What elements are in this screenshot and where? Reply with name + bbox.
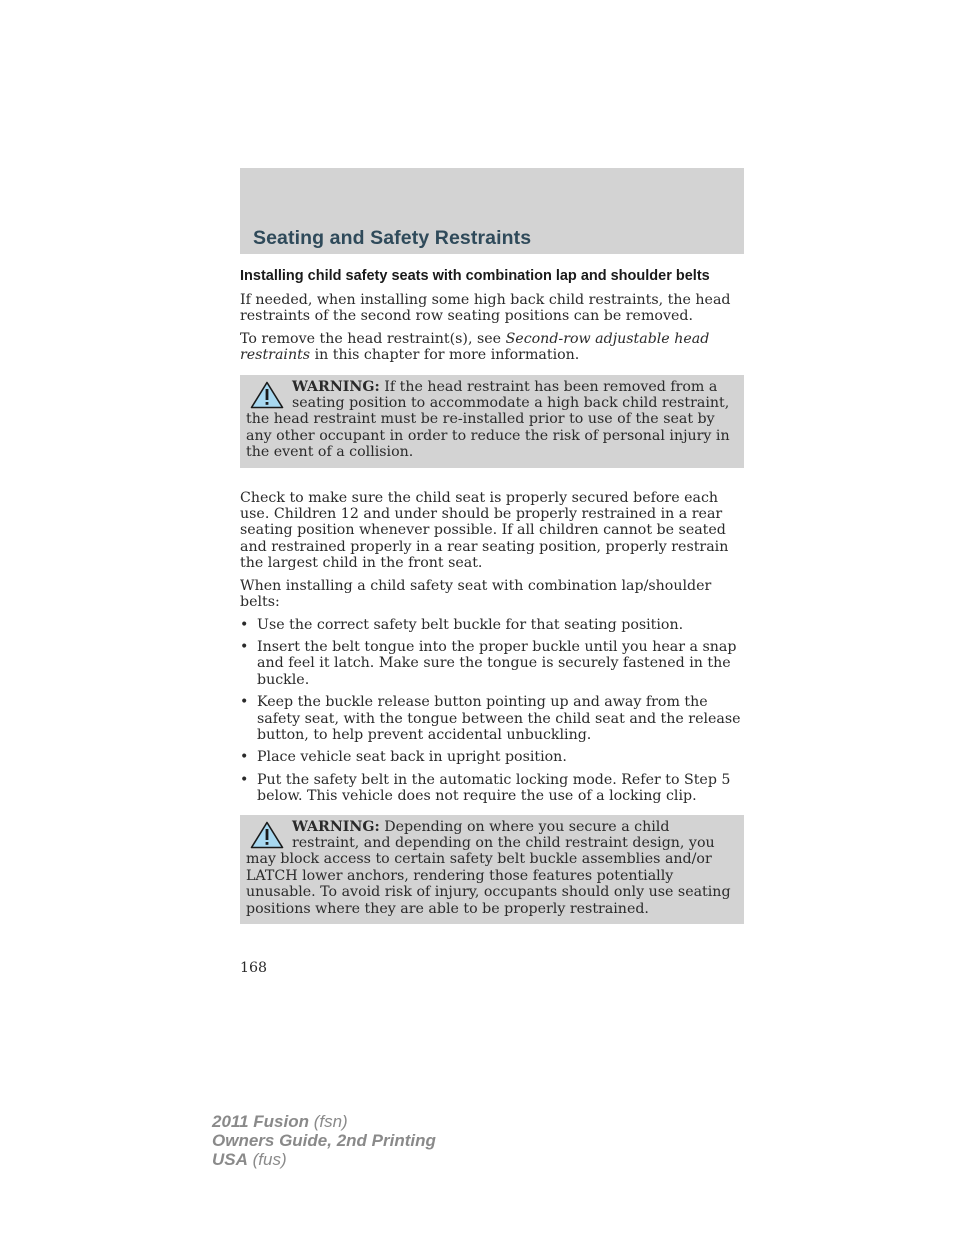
section-title: Seating and Safety Restraints — [253, 227, 532, 249]
warning-body: If the head restraint has been removed from a seating position to accommodate a high back child restraint, the head restraint must be re-installed prior to use of the seat by any other occupant in order to reduce the risk of personal injury in the event of a collision. — [246, 378, 730, 461]
bullet-icon: • — [240, 616, 249, 633]
paragraph-head-restraints-removable: If needed, when installing some high back child restraints, the head restraints of the second row seating positions can be removed. — [240, 292, 731, 325]
warning-label: WARNING: — [292, 378, 380, 395]
list-item-text: Use the correct safety belt buckle for that seating position. — [257, 616, 684, 633]
paragraph-see-reference — [240, 331, 744, 364]
footer-line-printing — [212, 1131, 436, 1150]
warning-text — [246, 819, 738, 917]
footer-market-code: (fus) — [247, 1150, 287, 1169]
list-item-text: Place vehicle seat back in upright position. — [257, 749, 567, 766]
installation-steps-list — [240, 617, 744, 805]
paragraph-when-installing: When installing a child safety seat with combination lap/shoulder belts: — [240, 577, 712, 611]
subsection-heading: Installing child safety seats with combination lap and shoulder belts — [240, 268, 710, 284]
document-footer — [212, 1112, 436, 1169]
paragraph-check-child-seat: Check to make sure the child seat is properly secured before each use. Children 12 and under should be properly restrained in a rear seating position whenever possible. If all children cannot be seated and restrained properly in a rear seating position, properly restrain the largest child in the front seat. — [240, 489, 729, 572]
list-item — [240, 694, 744, 743]
list-item — [240, 639, 744, 688]
footer-printing: Owners Guide, 2nd Printing — [212, 1131, 436, 1150]
bullet-icon: • — [240, 638, 249, 655]
list-item-text: Keep the buckle release button pointing up and away from the safety seat, with the tongue between the child seat and the release button, to help prevent accidental unbuckling. — [257, 694, 741, 743]
main-content — [240, 268, 744, 946]
bullet-icon: • — [240, 749, 249, 766]
reference-prefix: To remove the head restraint(s), see — [240, 330, 506, 347]
list-item-text: Insert the belt tongue into the proper buckle until you hear a snap and feel it latch. Make sure the tongue is securely fastened in the buckle. — [257, 638, 737, 688]
list-item — [240, 772, 744, 805]
warning-box-latch-access — [240, 815, 744, 924]
reference-link-text: Second-row adjustable head restraints — [240, 330, 710, 364]
list-item — [240, 749, 744, 765]
warning-text — [246, 379, 738, 461]
list-item — [240, 617, 744, 633]
bullet-icon: • — [240, 771, 249, 788]
warning-label: WARNING: — [292, 818, 380, 835]
list-item-text: Put the safety belt in the automatic locking mode. Refer to Step 5 below. This vehicle does not require the use of a locking clip. — [257, 771, 731, 805]
reference-suffix: in this chapter for more information. — [310, 347, 580, 364]
footer-model: 2011 Fusion — [212, 1112, 309, 1131]
bullet-icon: • — [240, 694, 249, 711]
footer-line-model — [212, 1112, 436, 1131]
footer-market: USA — [212, 1150, 248, 1169]
section-header-band — [240, 168, 744, 254]
warning-triangle-icon — [250, 381, 284, 409]
footer-model-code: (fsn) — [309, 1112, 348, 1131]
footer-line-market — [212, 1150, 436, 1169]
warning-triangle-icon — [250, 821, 284, 849]
page-number: 168 — [240, 960, 268, 976]
warning-body: Depending on where you secure a child restraint, and depending on the child restraint design, you may block access to certain safety belt buckle assemblies and/or LATCH lower anchors, rendering those features potentially unusable. To avoid risk of injury, occupants should only use seating positions where they are able to be properly restrained. — [246, 818, 731, 917]
warning-box-head-restraint — [240, 375, 744, 468]
